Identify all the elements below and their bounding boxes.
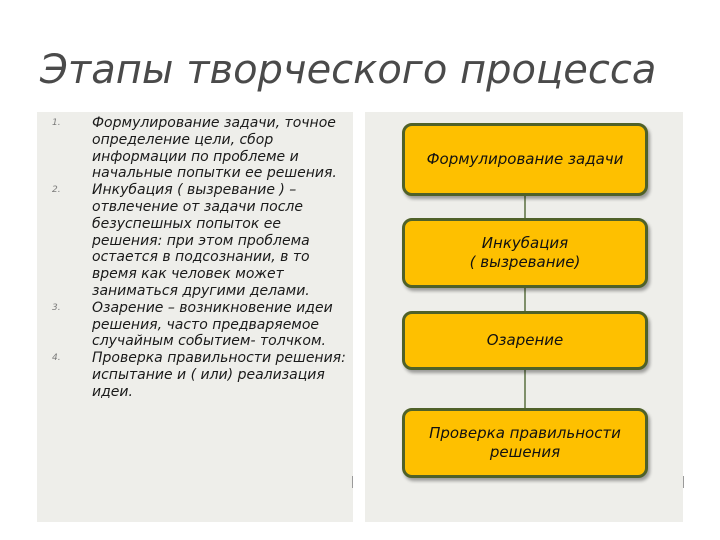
panel-edge-tick (683, 476, 684, 488)
step-item-3 (52, 300, 352, 350)
step-text: Инкубация ( вызревание ) – отвлечение от задачи после безуспешных попыток ее решения: при этом проблема остается в подсознании, в то время как человек может заниматься другими делами. (92, 182, 310, 299)
step-number: 3. (52, 302, 61, 313)
step-number: 1. (52, 118, 61, 128)
flow-box-label: Формулирование задачи (426, 150, 624, 168)
slide-title: Этапы творческого процесса (40, 47, 657, 93)
flow-box-incubation (402, 218, 648, 288)
step-number: 4. (52, 353, 61, 364)
flow-box-formulation (402, 123, 648, 196)
flow-box-label: Проверка правильности (429, 424, 621, 442)
step-text: Формулирование задачи, точное определение цели, сбор информации по проблеме и начальные попытки ее решения. (92, 115, 337, 182)
steps-list (52, 115, 352, 401)
flow-box-insight (402, 311, 648, 370)
step-item-2 (52, 182, 352, 300)
flow-box-label: Инкубация (481, 234, 569, 252)
flow-connector-2-3 (524, 288, 526, 312)
flow-box-label: ( вызревание) (469, 253, 581, 271)
step-text: Озарение – возникновение идеи решения, часто предваряемое случайным событием- толчком. (92, 299, 333, 350)
step-text: Проверка правильности решения: испытание и ( или) реализация идеи. (92, 350, 346, 400)
flow-box-label: Озарение (486, 331, 564, 349)
flow-connector-3-4 (524, 370, 526, 408)
flow-box-verification (402, 408, 648, 478)
step-item-1 (52, 115, 352, 182)
step-number: 2. (52, 185, 61, 196)
panel-edge-tick (352, 476, 353, 488)
flow-connector-1-2 (524, 196, 526, 220)
flow-box-label: решения (489, 443, 561, 461)
step-item-4 (52, 350, 352, 400)
